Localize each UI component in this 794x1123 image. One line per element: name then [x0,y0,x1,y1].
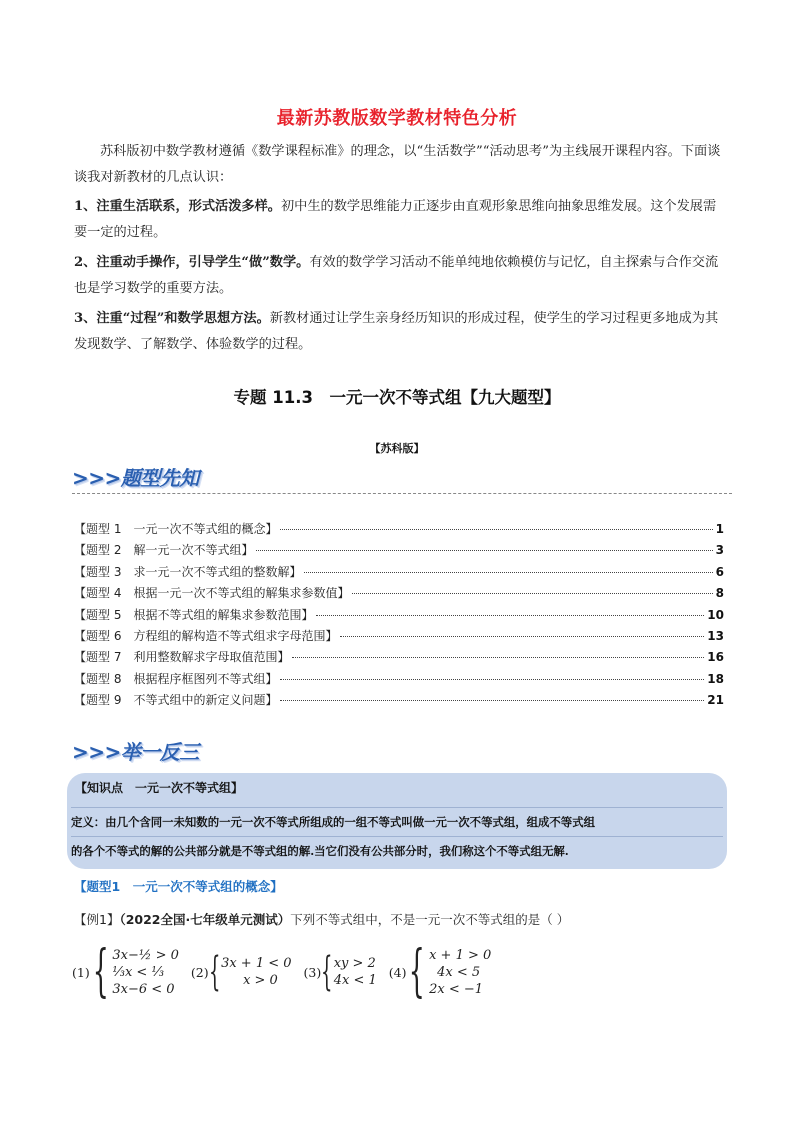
inequality: xy > 2 [333,956,376,971]
system-inequalities [429,947,491,998]
knowledge-point-title: 【知识点 一元一次不等式组】 [75,781,244,795]
toc-leader [280,679,704,680]
inequality-system-3 [303,949,377,995]
system-label: (2) [190,964,209,980]
section-divider [72,493,732,494]
system-inequalities [334,955,377,989]
inequality: 4x < 5 [437,964,481,980]
knowledge-line-2: 的各个不等式的解的公共部分就是不等式组的解.当它们没有公共部分时，我们称这个不等式组无解. [71,836,723,865]
left-brace: { [92,939,109,1004]
toc-label: 【题型 6 方程组的解构造不等式组求字母范围】 [74,628,338,643]
toc-entry-6[interactable] [74,627,724,648]
edition-label: 【苏科版】 [369,442,425,455]
left-brace: { [321,949,333,995]
point-2-heading: 2、注重动手操作，引导学生“做”数学。 [74,255,310,270]
toc-leader [292,657,704,658]
toc-leader [352,593,712,594]
point-1-text: 初中生的数学思维能力正逐步由直观形象思维向抽象思维发展。这个发展需要一定的过程。 [74,199,717,240]
toc-label: 【题型 7 利用整数解求字母取值范围】 [74,650,290,665]
table-of-contents [74,520,724,713]
inequality: 3x + 1 < 0 [221,956,292,971]
toc-label: 【题型 8 根据程序框图列不等式组】 [74,671,278,686]
question-type-heading: 【题型1 一元一次不等式组的概念】 [74,879,283,894]
inequality-system-4 [388,939,492,1004]
toc-leader [280,700,704,701]
system-inequalities [221,955,291,989]
toc-entry-9[interactable] [74,691,724,712]
inequality: 4x < 1 [333,973,377,988]
knowledge-point-box [67,773,727,869]
toc-entry-2[interactable] [74,541,724,562]
inequality-system-1 [72,939,179,1004]
toc-entry-8[interactable] [74,670,724,691]
toc-entry-1[interactable] [74,520,724,541]
toc-label: 【题型 1 一元一次不等式组的概念】 [74,522,278,536]
inequality: x > 0 [243,973,278,988]
toc-page-number: 18 [707,671,724,686]
toc-leader [304,572,712,573]
section-header-question-types [72,460,732,494]
main-title: 最新苏教版数学教材特色分析 [276,108,518,129]
example-label: 【例1】 [74,912,120,927]
inequality-system-2 [190,949,292,995]
toc-leader [256,550,712,551]
point-3 [74,306,724,358]
example-source: （2022全国·七年级单元测试） [119,912,291,927]
toc-page-number: 13 [707,628,724,643]
inequality: ⅓x < ⅓ [112,964,165,980]
point-1 [74,194,724,246]
point-2 [74,250,724,302]
toc-entry-4[interactable] [74,584,724,605]
toc-label: 【题型 9 不等式组中的新定义问题】 [74,693,278,708]
toc-entry-3[interactable] [74,563,724,584]
toc-page-number: 6 [715,564,724,579]
section-header-text: >>>题型先知 [72,466,199,490]
example-question-text: 下列不等式组中，不是一元一次不等式组的是（ ） [290,912,570,927]
toc-leader [316,615,704,616]
topic-title: 专题 11.3 一元一次不等式组【九大题型】 [233,388,561,407]
toc-label: 【题型 3 求一元一次不等式组的整数解】 [74,564,302,579]
knowledge-line-1: 定义：由几个含同一未知数的一元一次不等式所组成的一组不等式叫做一元一次不等式组，组成不等式组 [71,807,723,836]
point-2-text: 有效的数学学习活动不能单纯地依赖模仿与记忆，自主探索与合作交流也是学习数学的重要方法。 [74,255,719,296]
toc-page-number: 21 [707,693,724,708]
toc-page-number: 1 [715,522,724,536]
intro-paragraph: 苏科版初中数学教材遵循《数学课程标准》的理念，以“生活数学”“活动思考”为主线展开课程内容。下面谈谈我对新教材的几点认识： [74,144,721,185]
system-inequalities [112,947,179,998]
inequality: 3x−½ > 0 [112,947,179,963]
system-label: (3) [303,964,322,980]
toc-leader [280,529,712,530]
inequality: x + 1 > 0 [429,947,492,963]
toc-label: 【题型 4 根据一元一次不等式组的解集求参数值】 [74,586,350,601]
section-header-text: >>>举一反三 [72,740,199,764]
point-3-heading: 3、注重“过程”和数学思想方法。 [74,311,270,326]
inequality-systems [72,940,493,1004]
toc-page-number: 8 [715,586,724,601]
toc-label: 【题型 5 根据不等式组的解集求参数范围】 [74,607,314,622]
left-brace: { [208,949,221,995]
toc-entry-7[interactable] [74,648,724,669]
section-header-practice [72,734,732,768]
toc-entry-5[interactable] [74,606,724,627]
point-1-heading: 1、注重生活联系，形式活泼多样。 [74,199,281,214]
toc-page-number: 16 [707,650,724,665]
toc-page-number: 10 [707,607,724,622]
toc-page-number: 3 [715,543,724,558]
knowledge-point-body [71,807,723,865]
example-question [74,910,569,928]
inequality: 3x−6 < 0 [112,981,175,997]
inequality: 2x < −1 [429,981,484,997]
system-label: (4) [388,964,407,980]
toc-label: 【题型 2 解一元一次不等式组】 [74,543,254,558]
left-brace: { [409,939,426,1004]
toc-leader [340,636,704,637]
point-3-text: 新教材通过让学生亲身经历知识的形成过程，使学生的学习过程更多地成为其发现数学、了解数学、体验数学的过程。 [74,311,719,352]
system-label: (1) [72,964,90,980]
